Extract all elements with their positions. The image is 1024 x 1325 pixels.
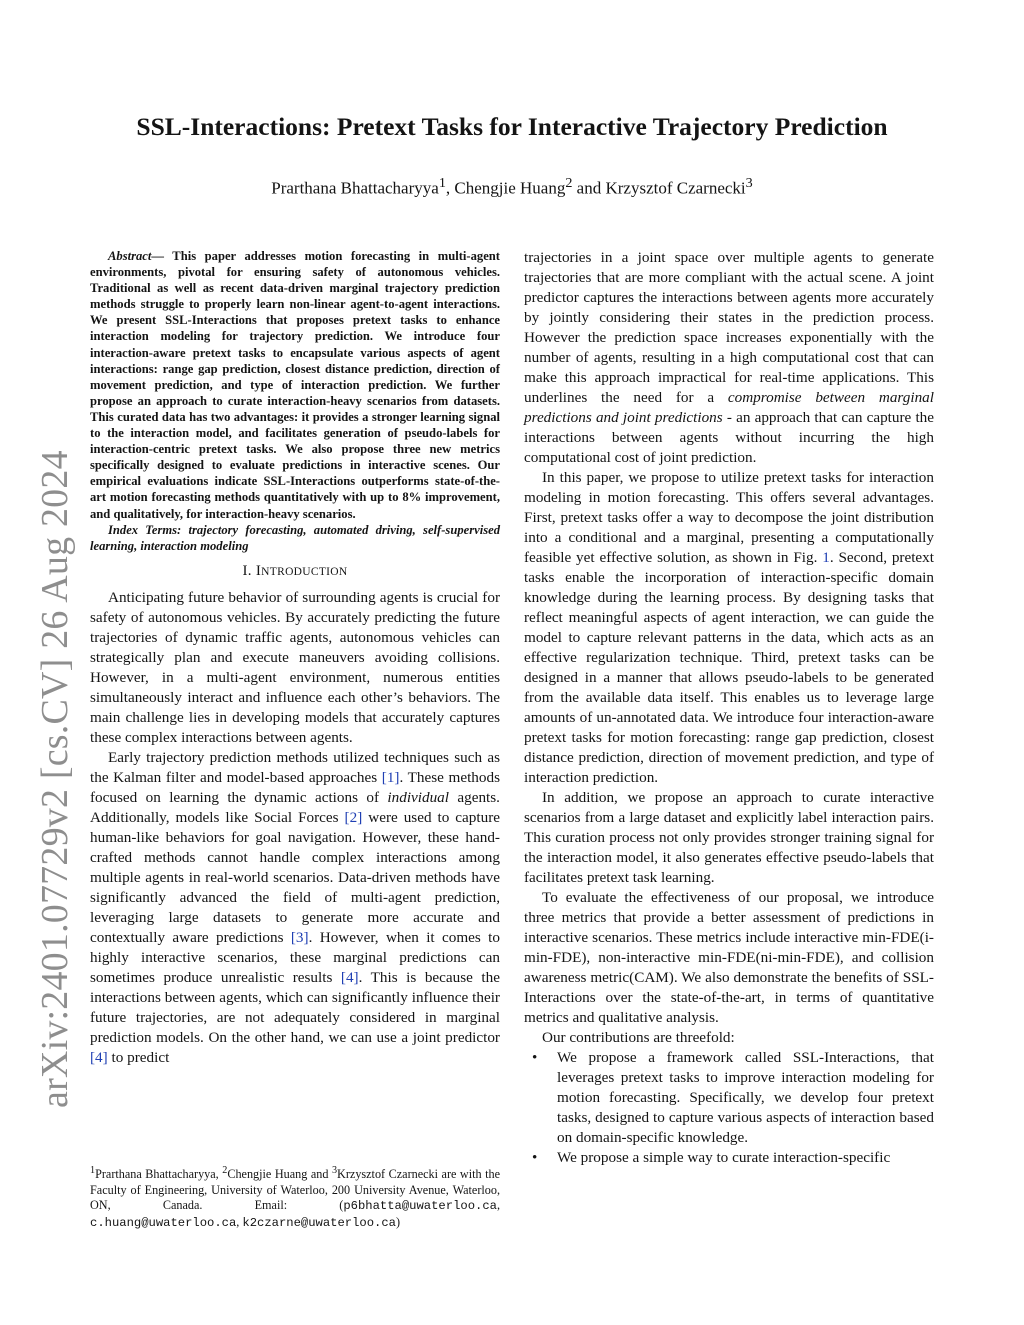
email-address[interactable]: c.huang@uwaterloo.ca <box>90 1215 237 1230</box>
section-title-smallcaps: NTRODUCTION <box>261 565 348 578</box>
footnote-mark: 3 <box>331 1165 338 1176</box>
text-run: to predict <box>107 1048 170 1066</box>
intro-paragraph-4: In addition, we propose an approach to curate interactive scenarios from a large dataset and explicitly label interaction pairs. This curation process not only provides stronger training signal for the interaction model, it also generates effective pseudo-labels that facilitates pretext task learning. <box>524 789 934 886</box>
affiliation-footnote <box>90 1163 500 1231</box>
text-run: - an approach that can capture the interactions between agents without incurring the high computational cost of joint prediction. <box>524 409 934 466</box>
contribution-bullet <box>532 1048 934 1148</box>
citation-link[interactable]: [1] <box>381 768 400 786</box>
arxiv-side-identifier: arXiv:2401.07729v2 [cs.CV] 26 Aug 2024 <box>34 450 76 1108</box>
email-address[interactable]: p6bhatta@uwaterloo.ca <box>343 1199 497 1214</box>
bullet-text: We propose a framework called SSL-Interactions, that leverages pretext tasks to improve interaction modeling for motion forecasting. Specifically, we develop four pretext tasks, designed to capture various aspects of interaction based on domain-specific knowledge. <box>557 1049 934 1146</box>
footnote-text: Krzysztof Czarnecki are with the Faculty of Engineering, University of Waterloo, 200 University Avenue, Waterloo, ON, Canada. Email: ( <box>90 1167 500 1213</box>
author-name: Krzysztof Czarnecki <box>605 178 746 198</box>
citation-link[interactable]: [4] <box>340 968 359 986</box>
author-conjunction: and <box>576 178 602 198</box>
abstract-label: Abstract <box>108 249 152 263</box>
text-run: In this paper, we propose to utilize pretext tasks for interaction modeling in motion forecasting. This offers several advantages. First, pretext tasks offer a way to decompose the joint distribution into a conditional and a marginal, presenting a computationally feasible yet effective solution, as shown in Fig. <box>524 469 934 566</box>
affiliation-mark: 1 <box>438 175 446 191</box>
footnote-close: ) <box>395 1214 401 1229</box>
section-number: I. <box>242 562 256 579</box>
author-name: Chengjie Huang <box>454 178 566 198</box>
emphasis: individual <box>387 788 449 806</box>
left-column <box>90 248 500 1068</box>
abstract-text: — This paper addresses motion forecasting in multi-agent environments, pivotal for ensuring safety of autonomous vehicles. Traditional as well as recent data-driven marginal trajectory prediction methods struggle to properly learn non-linear agent-to-agent interactions. We present SSL-Interactions that proposes pretext tasks to enhance interaction modeling for trajectory prediction. We introduce four interaction-aware pretext tasks to encapsulate various aspects of agent interactions: range gap prediction, closest distance prediction, direction of movement prediction, and type of interaction prediction. We further propose an approach to curate interaction-heavy scenarios from datasets. This curated data has two advantages: it provides a stronger learning signal to the interaction model, and facilitates generation of pseudo-labels for interaction-centric pretext tasks. We also propose three new metrics specifically designed to evaluate predictions in interactive scenes. Our empirical evaluations indicate SSL-Interactions outperforms state-of-the-art motion forecasting methods quantitatively with up to 8% improvement, and qualitatively, for interaction-heavy scenarios. <box>90 249 500 521</box>
right-column <box>524 248 934 1168</box>
separator: , <box>236 1214 243 1229</box>
citation-link[interactable]: [3] <box>290 928 309 946</box>
intro-paragraph-2 <box>90 748 500 1068</box>
bullet-icon: • <box>532 1049 538 1066</box>
text-run: were used to capture human-like behaviors for goal navigation. However, these hand-crafted methods cannot handle complex interactions among multiple agents in real-world scenarios. Data-driven methods have significantly advanced the field of multi-agent prediction, leveraging large datasets to generate more accurate and contextually aware predictions <box>90 808 500 946</box>
bullet-text: We propose a simple way to curate interaction-specific <box>557 1149 891 1166</box>
intro-paragraph-5: To evaluate the effectiveness of our proposal, we introduce three metrics that provide a better assessment of predictions in interactive scenarios. These metrics include interactive min-FDE(i-min-FDE), non-interactive min-FDE(ni-min-FDE), and collision awareness metric(CAM). We also demonstrate the benefits of SSL-Interactions over the state-of-the-art, in terms of quantitative metrics and qualitative analysis. <box>524 889 934 1026</box>
figure-reference-link[interactable]: 1 <box>822 549 830 566</box>
affiliation-mark: 2 <box>565 175 573 191</box>
author-name: Prarthana Bhattacharyya <box>271 178 439 198</box>
email-address[interactable]: k2czarne@uwaterloo.ca <box>242 1215 396 1230</box>
bullet-icon: • <box>532 1149 538 1166</box>
contributions-intro: Our contributions are threefold: <box>542 1029 735 1046</box>
paper-title: SSL-Interactions: Pretext Tasks for Interactive Trajectory Prediction <box>136 112 888 141</box>
contribution-bullet <box>532 1148 934 1168</box>
text-run: . However, when it comes to highly interactive scenarios, these marginal predictions can sometimes produce unrealistic results <box>90 928 500 986</box>
footnote-mark: 1 <box>90 1165 96 1176</box>
text-run: . This is because the interactions between agents, which can significantly influence their future trajectories, are not adequately considered in marginal prediction models. On the other hand, we can use a joint predictor <box>90 968 500 1046</box>
text-run: . Second, pretext tasks enable the incorporation of interaction-specific domain knowledge during the learning process. By designing tasks that reflect meaningful aspects of agent interaction, we can guide the model to capture relevant patterns in the data, which acts as an effective regularization technique. Third, pretext tasks can be designed in a manner that allows pseudo-labels to be generated from the available data itself. This enables us to leverage large amounts of un-annotated data. We introduce four interaction-aware pretext tasks for motion forecasting: range gap prediction, closest distance prediction, direction of movement prediction, and type of interaction prediction. <box>524 549 934 786</box>
text-run: Early trajectory prediction methods utilized techniques such as the Kalman filter and model-based approaches <box>90 748 500 786</box>
footnote-text: Chengjie Huang and <box>227 1167 332 1182</box>
emphasis: compromise between marginal predictions and joint predictions <box>524 389 934 426</box>
separator: , <box>496 1198 500 1213</box>
text-run: . These methods focused on learning the dynamic actions of <box>90 768 500 806</box>
citation-link[interactable]: [4] <box>90 1048 108 1066</box>
abstract <box>90 248 500 522</box>
text-run: agents. Additionally, models like Social Forces <box>90 788 500 826</box>
intro-paragraph-1: Anticipating future behavior of surrounding agents is crucial for safety of autonomous vehicles. By accurately predicting the future trajectories of dynamic traffic agents, autonomous vehicles can strategically plan and execute maneuvers avoiding collisions. However, in a multi-agent environment, numerous entities simultaneously interact and influence each other’s behaviors. The main challenge lies in developing models that accurately captures these complex interactions between agents. <box>90 588 500 746</box>
footnote-mark: 2 <box>222 1165 228 1176</box>
footnote-text: Prarthana Bhattacharyya, <box>95 1167 223 1182</box>
intro-paragraph-3 <box>524 468 934 788</box>
section-heading-introduction <box>90 561 500 582</box>
continued-paragraph <box>524 248 934 468</box>
index-terms <box>90 522 500 554</box>
citation-link[interactable]: [2] <box>344 808 363 826</box>
text-run: trajectories in a joint space over multiple agents to generate trajectories that are more compliant with the actual scene. A joint predictor captures the interactions between agents more accurately by jointly considering their states in the prediction process. However the prediction space increases exponentially with the number of agents, resulting in a high computational cost that can make this approach impractical for real-time applications. This underlines the need for a <box>524 249 934 406</box>
index-terms-text: : trajectory forecasting, automated driving, self-supervised learning, interaction modeling <box>90 522 500 553</box>
section-initial: I <box>255 562 262 579</box>
index-terms-label: Index Terms <box>108 522 178 537</box>
affiliation-mark: 3 <box>745 175 753 191</box>
author-list: Prarthana Bhattacharyya$^1$, Chengjie Huang$^2$ and Krzysztof Czarnecki$^3$ <box>271 175 753 198</box>
